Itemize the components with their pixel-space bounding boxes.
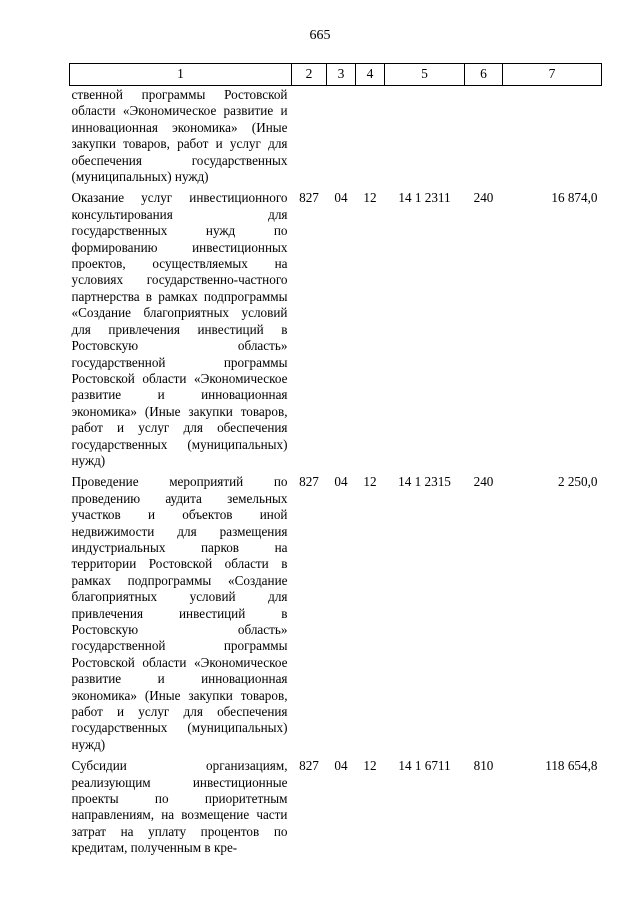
- row-description: Оказание услуг инвестиционного консультирования для государственных нужд по формированию инвестиционных проектов, осуществляемых на условиях государственно-частного партнерства в рамках подпрограммы «Создание благоприятных условий для привлечения инвестиций в Ростовскую область» государственной программы Ростовской области «Экономическое развитие и инновационная экономика» (Иные закупки товаров, работ и услуг для обеспечения государственных (муниципальных) нужд): [71, 190, 288, 468]
- row-amount: [503, 86, 602, 186]
- row-description: ственной программы Ростовской области «Экономическое развитие и инновационная экономика» (Иные закупки товаров, работ и услуг для обеспечения государственных (муниципальных) нужд): [71, 87, 288, 185]
- header-col-7: 7: [503, 64, 602, 86]
- row-col-4: 12: [363, 474, 377, 490]
- row-col-2: 827: [299, 758, 319, 774]
- row-col-2: 827: [299, 190, 319, 206]
- row-col-6: 240: [473, 474, 494, 490]
- table-row: [70, 86, 602, 186]
- row-amount: 2 250,0: [557, 474, 598, 490]
- row-col-4: 12: [363, 758, 377, 774]
- row-col-6: 810: [473, 758, 494, 774]
- page-number: 665: [309, 28, 331, 43]
- row-amount: 118 654,8: [545, 758, 598, 774]
- row-col-4: [356, 86, 385, 186]
- row-col-3: 04: [334, 474, 348, 490]
- row-col-4: 12: [363, 190, 377, 206]
- header-col-2: 2: [292, 64, 327, 86]
- row-description: Субсидии организациям, реализующим инвестиционные проекты по приоритетным направлениям, на возмещение части затрат на уплату процентов по кредитам, полученным в кре-: [71, 758, 288, 856]
- row-col-3: 04: [334, 758, 348, 774]
- row-amount: 16 874,0: [551, 190, 598, 206]
- row-col-2: [292, 86, 327, 186]
- row-col-5: 14 1 6711: [398, 758, 451, 774]
- header-col-3: 3: [327, 64, 356, 86]
- row-col-2: 827: [299, 474, 319, 490]
- row-col-5: 14 1 2315: [398, 474, 451, 490]
- header-col-5: 5: [385, 64, 465, 86]
- row-col-3: 04: [334, 190, 348, 206]
- row-col-6: [465, 86, 503, 186]
- table-row: [70, 185, 602, 469]
- row-col-3: [327, 86, 356, 186]
- row-description: Проведение мероприятий по проведению аудита земельных участков и объектов иной недвижимости для размещения индустриальных парков на территории Ростовской области в рамках подпрограммы «Создание благоприятных условий для привлечения инвестиций в Ростовскую область» государственной программы Ростовской области «Экономическое развитие и инновационная экономика» (Иные закупки товаров, работ и услуг для обеспечения государственных (муниципальных) нужд): [71, 474, 288, 752]
- header-row: [70, 64, 602, 86]
- table-row: [70, 469, 602, 753]
- header-col-1: 1: [70, 64, 292, 86]
- row-col-5: 14 1 2311: [398, 190, 451, 206]
- row-col-6: 240: [473, 190, 494, 206]
- row-col-5: [385, 86, 465, 186]
- table-row: [70, 753, 602, 856]
- budget-table: [69, 63, 602, 857]
- header-col-6: 6: [465, 64, 503, 86]
- header-col-4: 4: [356, 64, 385, 86]
